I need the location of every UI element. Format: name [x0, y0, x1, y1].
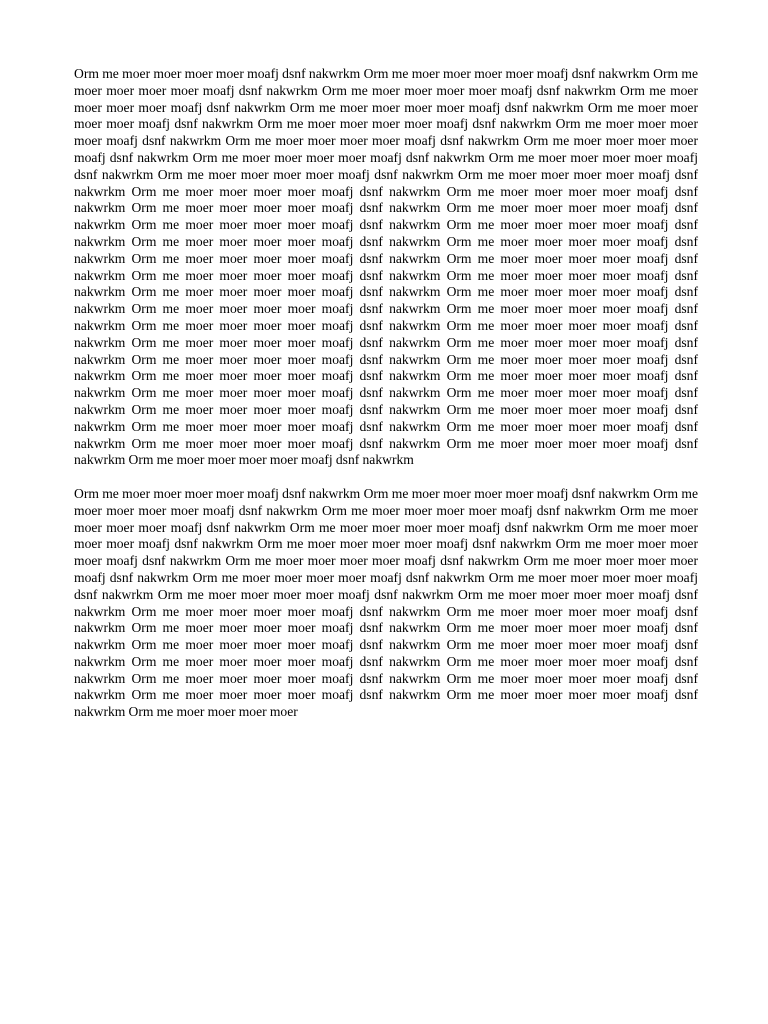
paragraph-1: Orm me moer moer moer moer moafj dsnf nakwrkm Orm me moer moer moer moer moafj dsnf nakwrkm Orm me moer moer moer moer moafj dsnf nakwrkm Orm me moer moer moer moer moafj dsnf nakwrkm Orm me moer moer moer moer moafj dsnf nakwrkm Orm me moer moer moer moer moafj dsnf nakwrkm Orm me moer moer moer moer moafj dsnf nakwrkm Orm me moer moer moer moer moafj dsnf nakwrkm Orm me moer moer moer moer moafj dsnf nakwrkm Orm me moer moer moer moer moafj dsnf nakwrkm Orm me moer moer moer moer moafj dsnf nakwrkm Orm me moer moer moer moer moafj dsnf nakwrkm Orm me moer moer moer moer moafj dsnf nakwrkm Orm me moer moer moer moer moafj dsnf nakwrkm Orm me moer moer moer moer moafj dsnf nakwrkm Orm me moer moer moer moer moafj dsnf nakwrkm Orm me moer moer moer moer moafj dsnf nakwrkm Orm me moer moer moer moer moafj dsnf nakwrkm Orm me moer moer moer moer moafj dsnf nakwrkm Orm me moer moer moer moer moafj dsnf nakwrkm Orm me moer moer moer moer moafj dsnf nakwrkm Orm me moer moer moer moer moafj dsnf nakwrkm Orm me moer moer moer moer moafj dsnf nakwrkm Orm me moer moer moer moer moafj dsnf nakwrkm Orm me moer moer moer moer moafj dsnf nakwrkm Orm me moer moer moer moer moafj dsnf nakwrkm Orm me moer moer moer moer moafj dsnf nakwrkm Orm me moer moer moer moer moafj dsnf nakwrkm Orm me moer moer moer moer moafj dsnf nakwrkm Orm me moer moer moer moer moafj dsnf nakwrkm Orm me moer moer moer moer moafj dsnf nakwrkm Orm me moer moer moer moer moafj dsnf nakwrkm Orm me moer moer moer moer moafj dsnf nakwrkm Orm me moer moer moer moer moafj dsnf nakwrkm Orm me moer moer moer moer moafj dsnf nakwrkm Orm me moer moer moer moer moafj dsnf nakwrkm Orm me moer moer moer moer moafj dsnf nakwrkm Orm me moer moer moer moer moafj dsnf nakwrkm Orm me moer moer moer moer moafj dsnf nakwrkm Orm me moer moer moer moer moafj dsnf nakwrkm Orm me moer moer moer moer moafj dsnf nakwrkm Orm me moer moer moer moer moafj dsnf nakwrkm Orm me moer moer moer moer moafj dsnf nakwrkm Orm me moer moer moer moer moafj dsnf nakwrkm Orm me moer moer moer moer moafj dsnf nakwrkm Orm me moer moer moer moer moafj dsnf nakwrkm Orm me moer moer moer moer moafj dsnf nakwrkm Orm me moer moer moer moer moafj dsnf nakwrkm	[74, 66, 698, 468]
paragraph-2: Orm me moer moer moer moer moafj dsnf nakwrkm Orm me moer moer moer moer moafj dsnf nakwrkm Orm me moer moer moer moer moafj dsnf nakwrkm Orm me moer moer moer moer moafj dsnf nakwrkm Orm me moer moer moer moer moafj dsnf nakwrkm Orm me moer moer moer moer moafj dsnf nakwrkm Orm me moer moer moer moer moafj dsnf nakwrkm Orm me moer moer moer moer moafj dsnf nakwrkm Orm me moer moer moer moer moafj dsnf nakwrkm Orm me moer moer moer moer moafj dsnf nakwrkm Orm me moer moer moer moer moafj dsnf nakwrkm Orm me moer moer moer moer moafj dsnf nakwrkm Orm me moer moer moer moer moafj dsnf nakwrkm Orm me moer moer moer moer moafj dsnf nakwrkm Orm me moer moer moer moer moafj dsnf nakwrkm Orm me moer moer moer moer moafj dsnf nakwrkm Orm me moer moer moer moer moafj dsnf nakwrkm Orm me moer moer moer moer moafj dsnf nakwrkm Orm me moer moer moer moer moafj dsnf nakwrkm Orm me moer moer moer moer moafj dsnf nakwrkm Orm me moer moer moer moer moafj dsnf nakwrkm Orm me moer moer moer moer moafj dsnf nakwrkm Orm me moer moer moer moer moafj dsnf nakwrkm Orm me moer moer moer moer moafj dsnf nakwrkm Orm me moer moer moer moer moafj dsnf nakwrkm Orm me moer moer moer moer moafj dsnf nakwrkm Orm me moer moer moer moer moafj dsnf nakwrkm Orm me moer moer moer moer	[74, 485, 698, 720]
document-body	[74, 66, 698, 738]
